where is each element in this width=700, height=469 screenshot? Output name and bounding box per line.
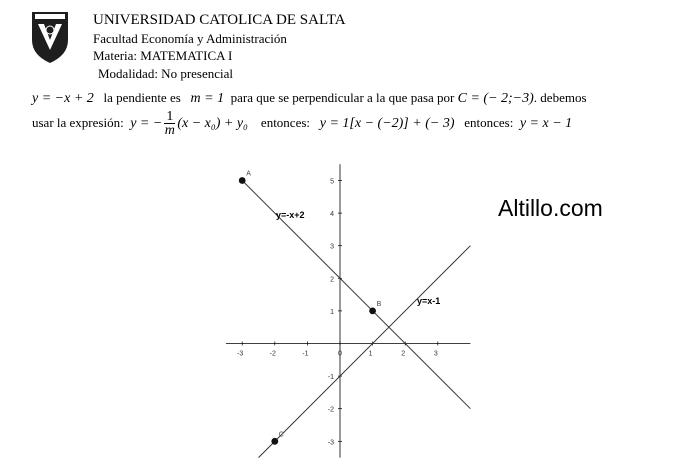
x-tick-label: -1 xyxy=(302,350,309,358)
point-label-b: B xyxy=(376,300,382,308)
series-label-1: y=-x+2 xyxy=(276,210,305,220)
given-equation: y = −x + 2 xyxy=(32,91,94,106)
x-tick-label: 3 xyxy=(433,350,438,358)
substitution: y = 1[x − (−2)] + (− 3) xyxy=(319,115,455,131)
point-a xyxy=(239,177,246,184)
result-equation: y = x − 1 xyxy=(519,115,573,131)
series-line-2 xyxy=(259,243,471,458)
y-tick-label: 2 xyxy=(330,276,334,284)
formula-denominator: m xyxy=(164,123,175,138)
line2-text3: entonces: xyxy=(464,114,514,130)
formula-lhs: y = − xyxy=(130,115,163,131)
y-tick-label: 4 xyxy=(330,211,334,219)
point-c: C = (− 2;−3) xyxy=(457,91,534,106)
y-tick-label: 1 xyxy=(330,308,334,316)
x-tick-label: -3 xyxy=(237,350,244,358)
x-tick-label: 0 xyxy=(338,350,342,358)
y-tick-label: -1 xyxy=(327,374,334,382)
x-tick-label: 2 xyxy=(401,350,406,358)
point-label-c: C xyxy=(278,431,284,439)
line1-text1: la pendiente es xyxy=(103,90,181,105)
formula-numerator: 1 xyxy=(166,109,174,124)
x-tick-label: -2 xyxy=(269,350,276,358)
series-label-2: y=x-1 xyxy=(417,296,441,306)
line1-text3: . debemos xyxy=(533,90,587,105)
y-tick-label: -2 xyxy=(327,406,334,414)
brand-watermark: Altillo.com xyxy=(498,195,603,221)
point-label-a: A xyxy=(246,170,251,178)
line2-text1: usar la expresión: xyxy=(32,114,124,130)
y-tick-label: 5 xyxy=(330,178,334,186)
x-tick-label: 1 xyxy=(368,350,373,358)
line2-text2: entonces: xyxy=(260,114,311,130)
line1-text2: para que se perpendicular a la que pasa por xyxy=(230,90,455,105)
point-c xyxy=(271,438,278,445)
university-title: UNIVERSIDAD CATOLICA DE SALTA xyxy=(93,12,346,28)
mode-text: Modalidad: No presencial xyxy=(98,66,234,81)
y-tick-label: 3 xyxy=(330,243,334,251)
point-b xyxy=(369,308,376,315)
slope-value: m = 1 xyxy=(190,91,225,106)
formula-rhs: (x − x₀) + y₀ xyxy=(177,115,248,131)
subject-text: Materia: MATEMATICA I xyxy=(93,48,233,63)
y-tick-label: -3 xyxy=(327,439,334,447)
faculty-text: Facultad Economía y Administración xyxy=(93,31,287,46)
